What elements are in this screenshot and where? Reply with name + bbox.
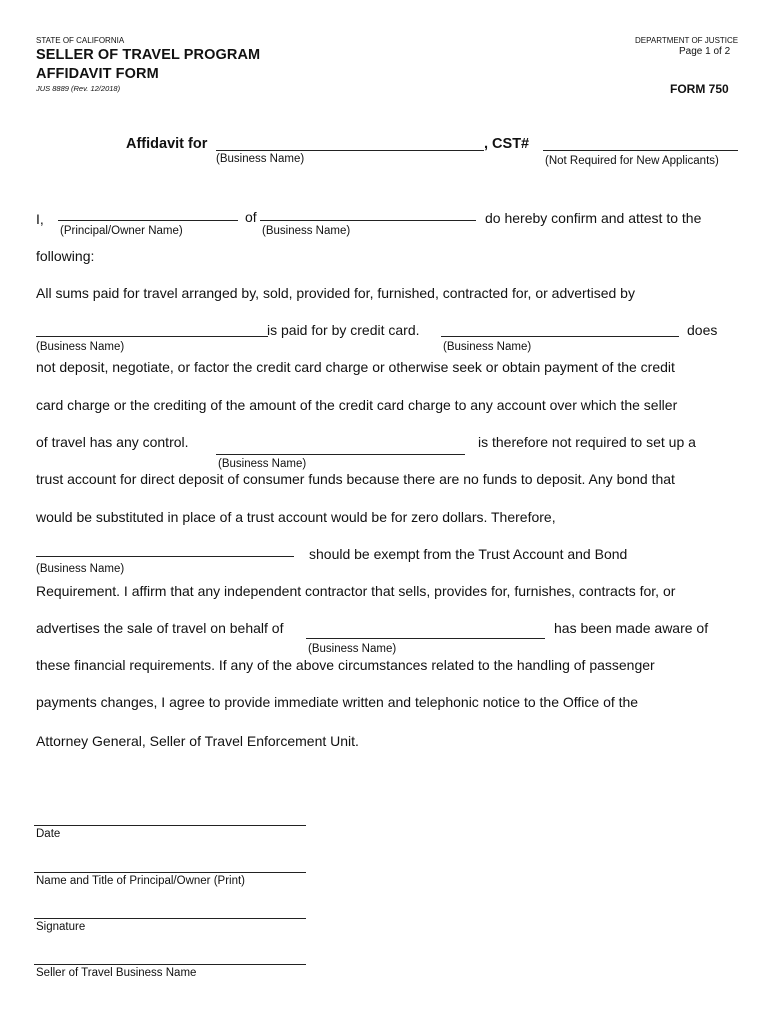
para-card-charge: card charge or the crediting of the amount of the credit card charge to any account over which the seller — [36, 397, 678, 413]
business-name-line[interactable] — [34, 964, 306, 965]
following-text: following: — [36, 248, 95, 264]
para-not-deposit: not deposit, negotiate, or factor the credit card charge or otherwise seek or obtain payment of the credit — [36, 359, 675, 375]
business-line-5 — [306, 638, 545, 639]
cst-number-line — [543, 150, 738, 151]
form-revision: JUS 8889 (Rev. 12/2018) — [36, 84, 121, 93]
para-requirement: Requirement. I affirm that any independent contractor that sells, provides for, furnishes, contracts for, or — [36, 583, 676, 599]
confirm-text: do hereby confirm and attest to the — [485, 210, 702, 226]
name-title-line[interactable] — [34, 872, 306, 873]
business-field-1[interactable] — [36, 320, 268, 336]
affidavit-business-field[interactable] — [216, 134, 484, 150]
business-field-4[interactable] — [36, 540, 294, 556]
principal-name-field[interactable] — [58, 204, 238, 220]
business-field-3[interactable] — [216, 438, 465, 454]
business-field-5[interactable] — [306, 622, 545, 638]
form-number: FORM 750 — [670, 82, 729, 96]
business-field-2[interactable] — [441, 320, 679, 336]
para-payments: payments changes, I agree to provide immediate written and telephonic notice to the Office of the — [36, 694, 639, 710]
affidavit-for-label: Affidavit for — [126, 136, 208, 152]
business-caption-4: (Business Name) — [36, 563, 125, 575]
business-caption-2: (Business Name) — [443, 341, 532, 353]
made-aware-text: has been made aware of — [554, 620, 709, 636]
signature-line[interactable] — [34, 918, 306, 919]
business-line-3 — [216, 454, 465, 455]
not-required-text: is therefore not required to set up a — [478, 434, 696, 450]
para-substituted: would be substituted in place of a trust account would be for zero dollars. Therefore, — [36, 509, 556, 525]
date-line[interactable] — [34, 825, 306, 826]
signature-label: Signature — [36, 921, 86, 933]
cst-label: , CST# — [484, 136, 530, 152]
name-title-label: Name and Title of Principal/Owner (Print) — [36, 875, 245, 887]
affidavit-business-line — [216, 150, 484, 151]
para-financial: these financial requirements. If any of the above circumstances related to the handling of passenger — [36, 657, 655, 673]
cst-number-field[interactable] — [543, 134, 738, 150]
i-label: I, — [36, 211, 44, 227]
business-caption-3: (Business Name) — [218, 458, 307, 470]
form-title-line2: AFFIDAVIT FORM — [36, 66, 159, 82]
department-label: DEPARTMENT OF JUSTICE — [635, 36, 739, 45]
para-all-sums: All sums paid for travel arranged by, sold, provided for, furnished, contracted for, or advertised by — [36, 285, 635, 301]
page-number: Page 1 of 2 — [679, 46, 731, 57]
exempt-text: should be exempt from the Trust Account and Bond — [309, 546, 628, 562]
para-trust: trust account for direct deposit of consumer funds because there are no funds to deposit. Any bond that — [36, 471, 675, 487]
business-line-4 — [36, 556, 294, 557]
business-caption-1: (Business Name) — [36, 341, 125, 353]
para-of-travel: of travel has any control. — [36, 434, 189, 450]
of-business-field[interactable] — [260, 204, 476, 220]
does-text: does — [687, 322, 718, 338]
para-attorney: Attorney General, Seller of Travel Enforcement Unit. — [36, 733, 359, 749]
state-label: STATE OF CALIFORNIA — [36, 36, 125, 45]
date-label: Date — [36, 828, 61, 840]
affidavit-business-caption: (Business Name) — [216, 153, 305, 165]
form-title-line1: SELLER OF TRAVEL PROGRAM — [36, 47, 261, 63]
business-line-1 — [36, 336, 268, 337]
business-line-2 — [441, 336, 679, 337]
paid-by-card-text: is paid for by credit card. — [267, 322, 420, 338]
para-advertises: advertises the sale of travel on behalf of — [36, 620, 284, 636]
principal-caption: (Principal/Owner Name) — [60, 225, 183, 237]
business-caption-5: (Business Name) — [308, 643, 397, 655]
of-label: of — [245, 209, 257, 225]
cst-caption: (Not Required for New Applicants) — [545, 155, 719, 167]
business-name-label: Seller of Travel Business Name — [36, 967, 197, 979]
principal-name-line — [58, 220, 238, 221]
of-business-caption: (Business Name) — [262, 225, 351, 237]
of-business-line — [260, 220, 476, 221]
